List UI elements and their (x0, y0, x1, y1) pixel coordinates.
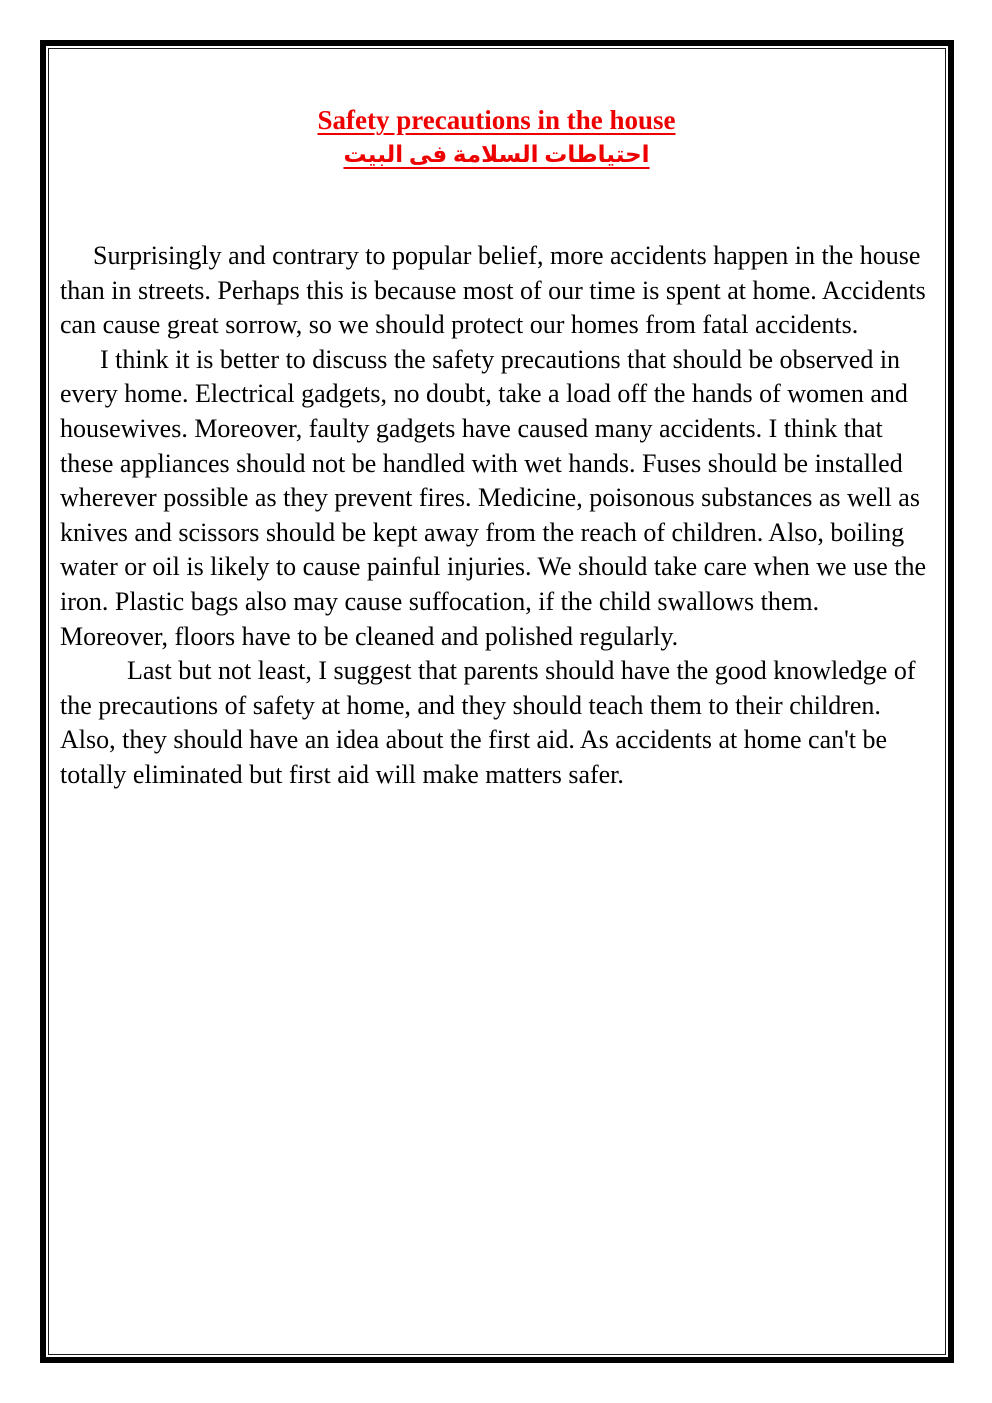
paragraph-precautions: I think it is better to discuss the safety precautions that should be observed in every home. Electrical gadgets, no doubt, take a load off the hands of women and housewives. Moreover, faulty gadgets have caused many accidents. I think that these appliances should not be handled with wet hands. Fuses should be installed wherever possible as they prevent fires. Medicine, poisonous substances as well as knives and scissors should be kept away from the reach of children. Also, boiling water or oil is likely to cause painful injuries. We should take care when we use the iron. Plastic bags also may cause suffocation, if the child swallows them. Moreover, floors have to be cleaned and polished regularly. (60, 344, 926, 651)
paragraph-conclusion: Last but not least, I suggest that parents should have the good knowledge of the precautions of safety at home, and they should teach them to their children. Also, they should have an idea about the first aid. As accidents at home can't be totally eliminated but first aid will make matters safer. (60, 656, 916, 789)
page-border-inner (48, 48, 946, 1355)
essay-body (60, 239, 933, 793)
document-title-english: Safety precautions in the house (317, 105, 676, 135)
title-block (60, 104, 933, 173)
page-border-outer (40, 40, 954, 1363)
page-content (49, 49, 945, 1354)
document-title-arabic: احتياطات السلامة فى البيت (343, 142, 650, 167)
paragraph-intro: Surprisingly and contrary to popular belief, more accidents happen in the house than in streets. Perhaps this is because most of our time is spent at home. Accidents can cause great sorrow, so we should protect our homes from fatal accidents. (60, 241, 926, 340)
